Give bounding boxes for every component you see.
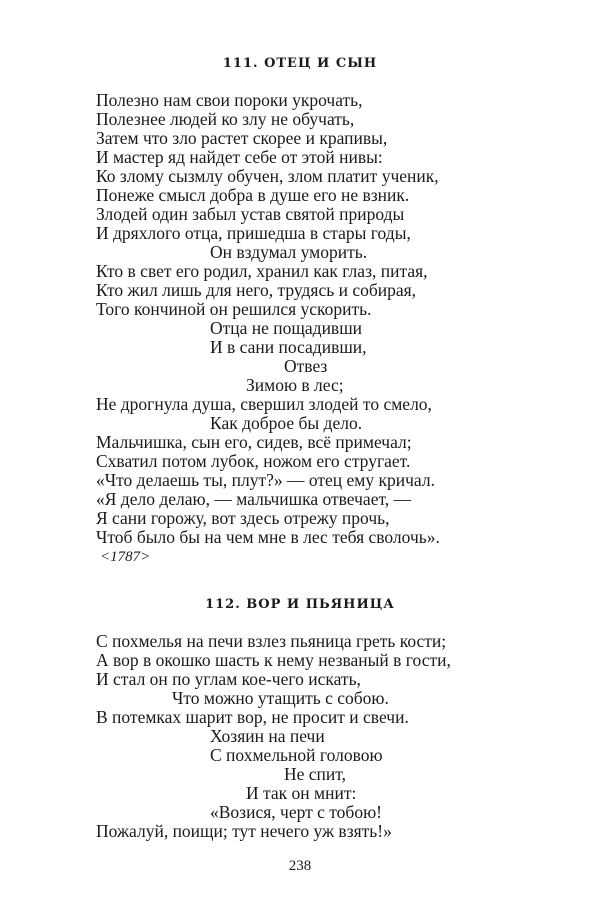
poem-line: И мастер яд найдет себе от этой нивы: [96, 147, 383, 167]
poem-line: Пожалуй, поищи; тут нечего уж взять!» [96, 821, 392, 841]
poem-line: Как доброе бы дело. [210, 413, 363, 433]
poem-line: С похмельной головою [210, 745, 383, 765]
poem-line: Он вздумал уморить. [210, 242, 368, 262]
poem-date: <1787> [100, 549, 151, 565]
poem-line: Что можно утащить с собою. [172, 688, 389, 708]
poem-line: И стал он по углам кое-чего искать, [96, 669, 361, 689]
poem-line: Я сани горожу, вот здесь отрежу прочь, [96, 508, 390, 528]
poem-line: Зимою в лес; [246, 375, 344, 395]
poem-line: И так он мнит: [246, 783, 357, 803]
poem-line: Хозяин на печи [210, 726, 325, 746]
poem-title: 112. ВОР И ПЬЯНИЦА [205, 597, 395, 612]
poem-line: Полезно нам свои пороки укрочать, [96, 90, 363, 110]
poem-line: Чтоб было бы на чем мне в лес тебя сволочь». [96, 527, 440, 547]
poem-line: «Что делаешь ты, плут?» — отец ему кричал. [96, 470, 435, 490]
poem-line: И в сани посадивши, [210, 337, 367, 357]
poem-line: Злодей один забыл устав святой природы [96, 204, 405, 224]
poem-line: Ко злому сызмлу обучен, злом платит ученик, [96, 166, 439, 186]
poem-line: Того кончиной он решился ускорить. [96, 299, 372, 319]
poem-line: А вор в окошко шасть к нему незваный в гости, [96, 650, 451, 670]
poem-line: Кто жил лишь для него, трудясь и собирая, [96, 280, 417, 300]
poem-line: Полезнее людей ко злу не обучать, [96, 109, 355, 129]
poem-line: Затем что зло растет скорее и крапивы, [96, 128, 388, 148]
poem-line: Не спит, [284, 764, 346, 784]
poem-line: И дряхлого отца, пришедша в стары годы, [96, 223, 411, 243]
poem-line: Отца не пощадивши [210, 318, 363, 338]
poem-line: «Я дело делаю, — мальчишка отвечает, — [96, 489, 412, 509]
poem-line: Понеже смысл добра в душе его не взник. [96, 185, 410, 205]
poem-line: Мальчишка, сын его, сидев, всё примечал; [96, 432, 412, 452]
poem-line: С похмелья на печи взлез пьяница греть кости; [96, 631, 447, 651]
poem-line: В потемках шарит вор, не просит и свечи. [96, 707, 409, 727]
poem-line: Не дрогнула душа, свершил злодей то смело, [96, 394, 432, 414]
page-number: 238 [288, 858, 312, 874]
poem-line: Отвез [284, 356, 328, 376]
poem-line: Схватил потом лубок, ножом его стругает. [96, 451, 411, 471]
poem-title: 111. ОТЕЦ И СЫН [222, 56, 378, 71]
poem-line: Кто в свет его родил, хранил как глаз, питая, [96, 261, 428, 281]
poem-line: «Возися, черт с тобою! [210, 802, 382, 822]
